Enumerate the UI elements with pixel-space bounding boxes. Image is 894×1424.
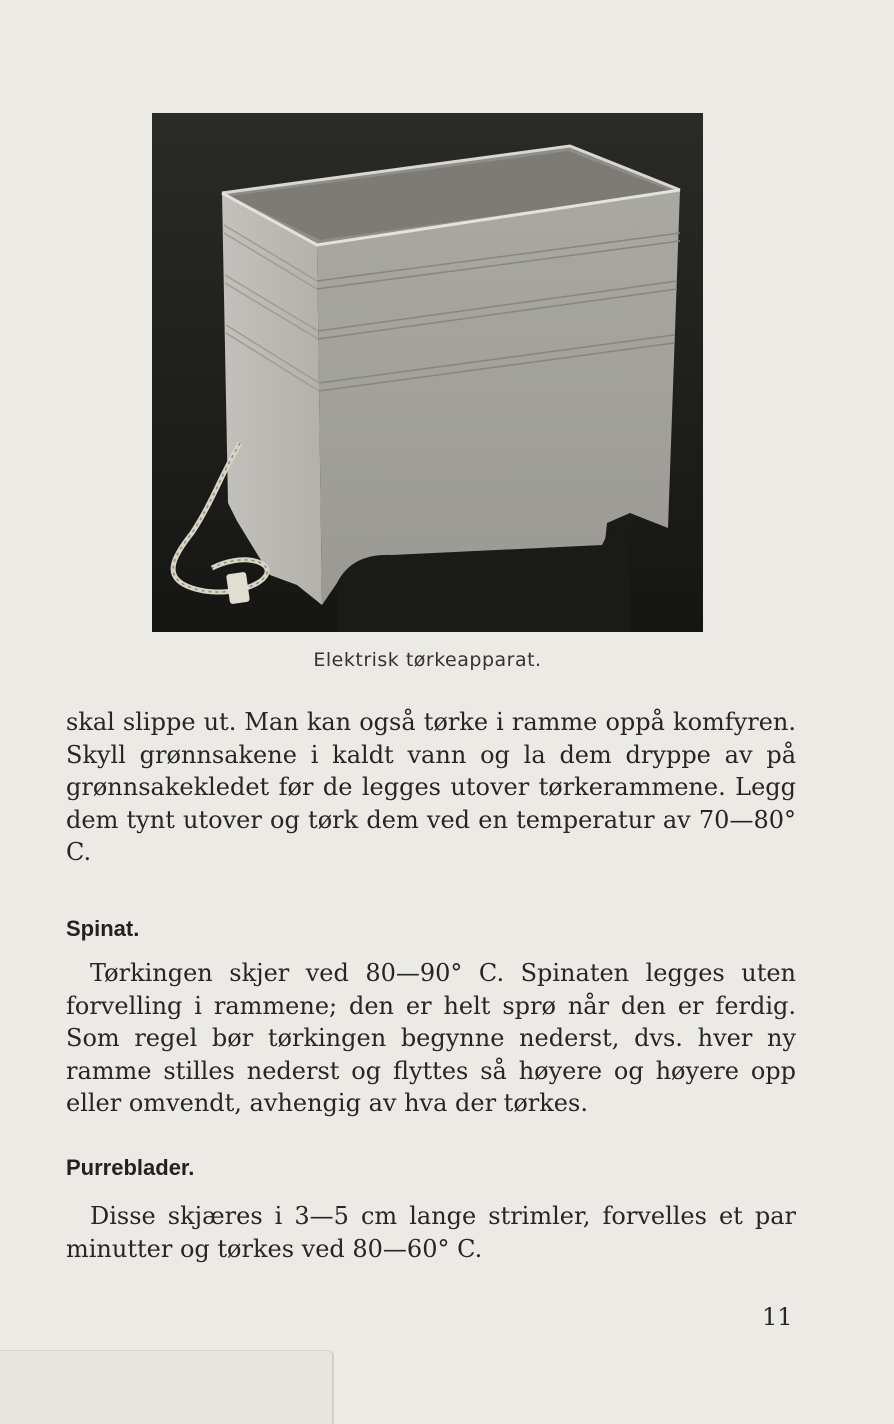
page-number: 11 [762,1303,793,1331]
section-heading-purreblader: Purreblader. [66,1155,195,1180]
figure-caption: Elektrisk tørkeapparat. [313,649,542,671]
section-heading-spinat: Spinat. [66,916,140,941]
intro-paragraph: skal slippe ut. Man kan også tørke i ramme oppå komfyren. Skyll grønnsakene i kaldt vann og la dem dryppe av på grønnsakekledet før de legges utover tørkerammene. Legg dem tynt utover og tørk dem ved en temperatur av 70—80° C. [66,708,796,866]
drying-apparatus-photo [152,113,703,632]
spinat-paragraph [66,957,796,1120]
purreblader-paragraph [66,1200,796,1265]
page-edge-shadow [0,1350,334,1424]
spinat-body: Tørkingen skjer ved 80—90° C. Spinaten legges uten forvelling i rammene; den er helt sprø når den er ferdig. Som regel bør tørkingen begynne nederst, dvs. hver ny ramme stilles nederst og flyttes så høyere og høyere opp eller omvendt, avhengig av hva der tørkes. [66,959,796,1117]
purreblader-body: Disse skjæres i 3—5 cm lange strimler, forvelles et par minutter og tørkes ved 80—60° C. [66,1202,796,1263]
